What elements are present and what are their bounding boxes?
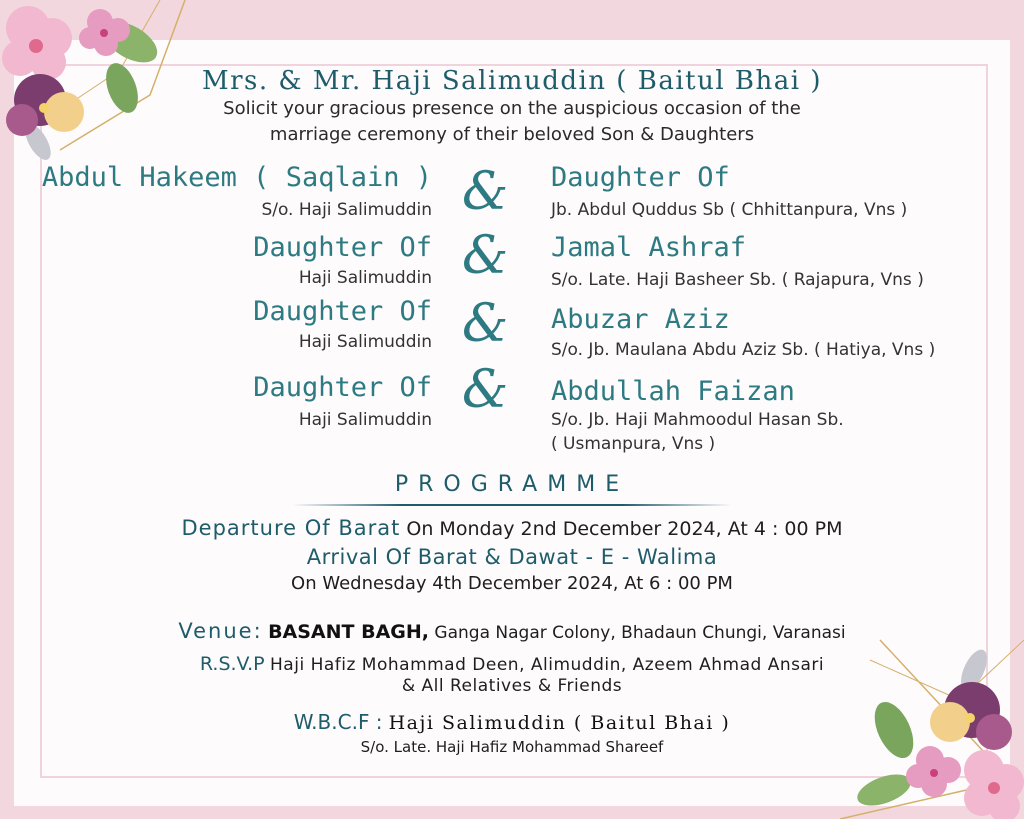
left-sub: Haji Salimuddin (298, 410, 432, 430)
right-sub: Jb. Abdul Quddus Sb ( Chhittanpura, Vns ) (551, 200, 908, 220)
couple-row-2 (0, 226, 1024, 302)
right-name: Abuzar Aziz (551, 304, 730, 335)
left-name: Abdul Hakeem ( Saqlain ) (41, 162, 432, 193)
rsvp-line-2: & All Relatives & Friends (401, 676, 623, 696)
hosts-title: Mrs. & Mr. Haji Salimuddin ( Baitul Bhai ) (201, 66, 822, 96)
rsvp-line (0, 653, 1024, 675)
left-sub: Haji Salimuddin (298, 332, 432, 352)
venue-line (0, 619, 1024, 643)
ampersand: & (462, 226, 509, 286)
departure-label: Departure Of Barat (181, 516, 401, 540)
programme-title: PROGRAMME (394, 472, 630, 497)
programme-divider (292, 504, 732, 506)
left-name: Daughter Of (253, 296, 432, 327)
left-name: Daughter Of (253, 372, 432, 403)
ampersand: & (462, 360, 509, 420)
departure-line (0, 516, 1024, 540)
ampersand: & (462, 294, 509, 354)
left-name: Daughter Of (253, 232, 432, 263)
venue-address: Ganga Nagar Colony, Bhadaun Chungi, Varanasi (434, 623, 846, 643)
wbcf-name: Haji Salimuddin ( Baitul Bhai ) (388, 712, 731, 734)
departure-when: On Monday 2nd December 2024, At 4 : 00 PM (406, 518, 843, 540)
intro-line-2: marriage ceremony of their beloved Son & Daughters (269, 124, 755, 145)
right-name: Abdullah Faizan (551, 376, 795, 407)
intro-text (0, 96, 1024, 148)
right-sub: S/o. Jb. Haji Mahmoodul Hasan Sb. (551, 410, 844, 430)
wbcf-line (0, 710, 1024, 734)
right-name: Daughter Of (551, 162, 730, 193)
right-sub: S/o. Late. Haji Basheer Sb. ( Rajapura, Vns ) (551, 270, 924, 290)
couple-row-3 (0, 296, 1024, 366)
arrival-label: Arrival Of Barat & Dawat - E - Walima (306, 545, 718, 569)
left-sub: S/o. Haji Salimuddin (261, 200, 432, 220)
right-sub-2: ( Usmanpura, Vns ) (551, 434, 716, 454)
rsvp-label: R.S.V.P (199, 653, 265, 675)
right-name: Jamal Ashraf (551, 232, 747, 263)
venue-label: Venue: (178, 619, 263, 643)
venue-place: BASANT BAGH, (268, 621, 430, 643)
wbcf-label: W.B.C.F : (293, 710, 383, 734)
arrival-when: On Wednesday 4th December 2024, At 6 : 00 PM (291, 573, 733, 594)
right-sub: S/o. Jb. Maulana Abdu Aziz Sb. ( Hatiya, Vns ) (551, 340, 936, 360)
couple-row-4 (0, 360, 1024, 454)
wbcf-sub: S/o. Late. Haji Hafiz Mohammad Shareef (360, 738, 664, 756)
intro-line-1: Solicit your gracious presence on the auspicious occasion of the (223, 98, 801, 119)
ampersand: & (462, 162, 509, 222)
couple-row-1 (0, 162, 1024, 232)
left-sub: Haji Salimuddin (298, 268, 432, 288)
rsvp-line-1: Haji Hafiz Mohammad Deen, Alimuddin, Azeem Ahmad Ansari (270, 655, 825, 675)
